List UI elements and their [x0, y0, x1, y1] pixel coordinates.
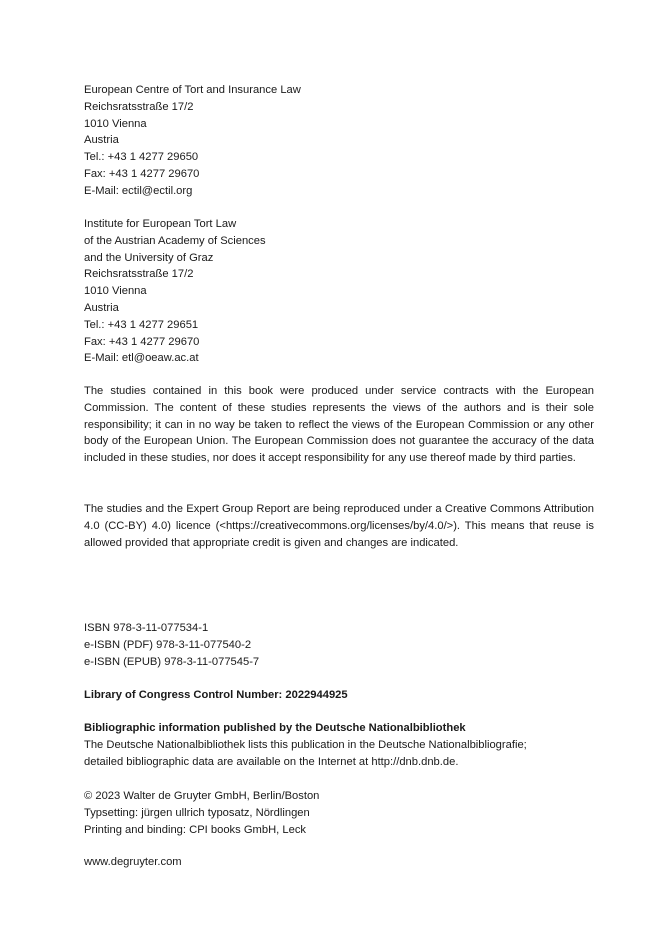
isbn-epub: e-ISBN (EPUB) 978-3-11-077545-7 [84, 655, 260, 668]
ectil-fax: Fax: +43 1 4277 29670 [84, 167, 200, 180]
ectil-country: Austria [84, 134, 119, 147]
etl-name-line2: of the Austrian Academy of Sciences [84, 234, 266, 247]
loc-number: Library of Congress Control Number: 2022944925 [84, 689, 348, 701]
dnb-line2: detailed bibliographic data are available on the Internet at http://dnb.dnb.de. [84, 755, 459, 768]
licence-paragraph: The studies and the Expert Group Report are being reproduced under a Creative Commons Attribution 4.0 (CC-BY) 4.0) licence (<https://creativecommons.org/licenses/by/4.0/>). This means that reuse is allowed provided that appropriate credit is given and changes are indicated. [84, 503, 594, 549]
etl-city: 1010 Vienna [84, 285, 147, 298]
publisher-website: www.degruyter.com [84, 856, 182, 868]
ectil-street: Reichsratsstraße 17/2 [84, 100, 194, 113]
isbn-print: ISBN 978-3-11-077534-1 [84, 622, 209, 634]
imprint-copyright: © 2023 Walter de Gruyter GmbH, Berlin/Boston [84, 790, 320, 802]
etl-fax: Fax: +43 1 4277 29670 [84, 335, 200, 348]
imprint-typesetting: Typsetting: jürgen ullrich typosatz, Nördlingen [84, 806, 310, 819]
etl-street: Reichsratsstraße 17/2 [84, 268, 194, 281]
imprint-block [84, 788, 594, 838]
dnb-heading: Bibliographic information published by the Deutsche Nationalbibliothek [84, 722, 466, 734]
dnb-line1: The Deutsche Nationalbibliothek lists this publication in the Deutsche Nationalbibliografie; [84, 738, 527, 751]
isbn-pdf: e-ISBN (PDF) 978-3-11-077540-2 [84, 638, 252, 651]
ectil-email: E-Mail: ectil@ectil.org [84, 184, 193, 197]
etl-name-line1: Institute for European Tort Law [84, 218, 237, 230]
etl-address [84, 216, 594, 367]
loc-block [84, 687, 594, 704]
dnb-block [84, 720, 594, 770]
website-block [84, 854, 594, 871]
ectil-name: European Centre of Tort and Insurance Law [84, 84, 301, 96]
ectil-city: 1010 Vienna [84, 117, 147, 130]
etl-email: E-Mail: etl@oeaw.ac.at [84, 352, 199, 365]
ectil-address [84, 82, 594, 200]
ectil-tel: Tel.: +43 1 4277 29650 [84, 151, 199, 164]
imprint-printing: Printing and binding: CPI books GmbH, Leck [84, 823, 307, 836]
isbn-block [84, 620, 594, 670]
disclaimer-paragraph: The studies contained in this book were produced under service contracts with the European Commission. The content of these studies represents the views of the authors and is their sole responsibility; it can in no way be taken to reflect the views of the European Commission or any other body of the European Union. The European Commission does not guarantee the accuracy of the data included in these studies, nor does it accept responsibility for any use thereof made by third parties. [84, 385, 594, 465]
etl-tel: Tel.: +43 1 4277 29651 [84, 318, 199, 331]
etl-country: Austria [84, 301, 119, 314]
etl-name-line3: and the University of Graz [84, 251, 214, 264]
